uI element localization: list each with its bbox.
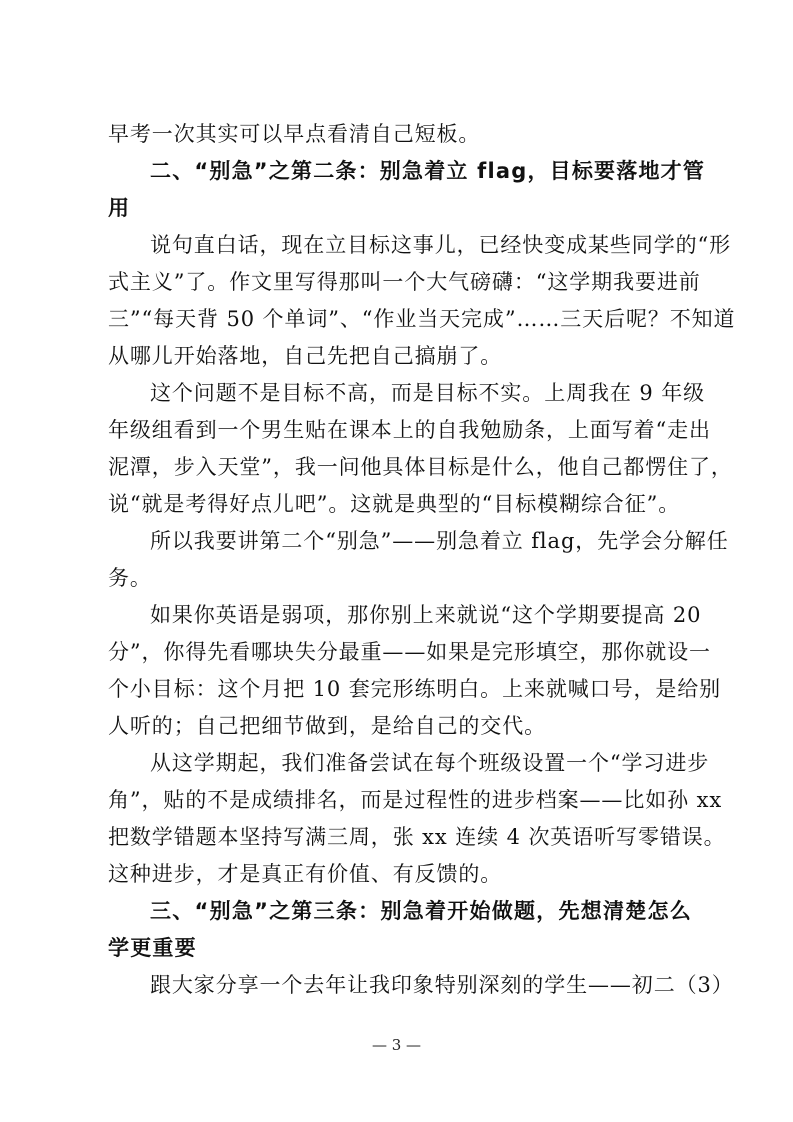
- paragraph-line: 角”，贴的不是成绩排名，而是过程性的进步档案——比如孙 xx: [108, 788, 723, 812]
- paragraph-line: 人听的；自己把细节做到，是给自己的交代。: [108, 714, 546, 738]
- paragraph-line: 泥潭，步入天堂”，我一问他具体目标是什么，他自己都愣住了，: [108, 455, 733, 479]
- paragraph-line: 式主义”了。作文里写得那叫一个大气磅礴：“这学期我要进前: [108, 270, 701, 294]
- paragraph-line: 三”“每天背 50 个单词”、“作业当天完成”……三天后呢？不知道: [108, 307, 736, 331]
- section-heading-3: 三、“别急”之第三条：别急着开始做题，先想清楚怎么: [150, 899, 692, 923]
- document-page: [108, 116, 736, 1004]
- page-number: — 3 —: [371, 1036, 422, 1054]
- paragraph-line: 跟大家分享一个去年让我印象特别深刻的学生——初二（3）: [150, 973, 734, 997]
- paragraph-line: 务。: [108, 566, 152, 590]
- text-line-continuation: 早考一次其实可以早点看清自己短板。: [108, 122, 481, 146]
- paragraph-line: 个小目标：这个月把 10 套完形练明白。上来就喊口号，是给别: [108, 677, 722, 701]
- paragraph-line: 所以我要讲第二个“别急”——别急着立 flag，先学会分解任: [150, 529, 729, 553]
- paragraph-line: 如果你英语是弱项，那你别上来就说“这个学期要提高 20: [150, 603, 702, 627]
- paragraph-line: 从这学期起，我们准备尝试在每个班级设置一个“学习进步: [150, 751, 710, 775]
- paragraph-line: 年级组看到一个男生贴在课本上的自我勉励条，上面写着“走出: [108, 418, 711, 442]
- section-heading-3-cont: 学更重要: [108, 936, 197, 960]
- paragraph-line: 把数学错题本坚持写满三周，张 xx 连续 4 次英语听写零错误。: [108, 825, 726, 849]
- paragraph-line: 说“就是考得好点儿吧”。这就是典型的“目标模糊综合征”。: [108, 492, 681, 516]
- paragraph-line: 分”，你得先看哪块失分最重——如果是完形填空，那你就设一: [108, 640, 711, 664]
- paragraph-line: 这种进步，才是真正有价值、有反馈的。: [108, 862, 503, 886]
- paragraph-line: 从哪儿开始落地，自己先把自己搞崩了。: [108, 344, 503, 368]
- paragraph-line: 这个问题不是目标不高，而是目标不实。上周我在 9 年级: [150, 381, 706, 405]
- section-heading-2: 二、“别急”之第二条：别急着立 flag，目标要落地才管: [150, 159, 706, 183]
- section-heading-2-cont: 用: [108, 196, 131, 220]
- paragraph-line: 说句直白话，现在立目标这事儿，已经快变成某些同学的“形: [150, 233, 732, 257]
